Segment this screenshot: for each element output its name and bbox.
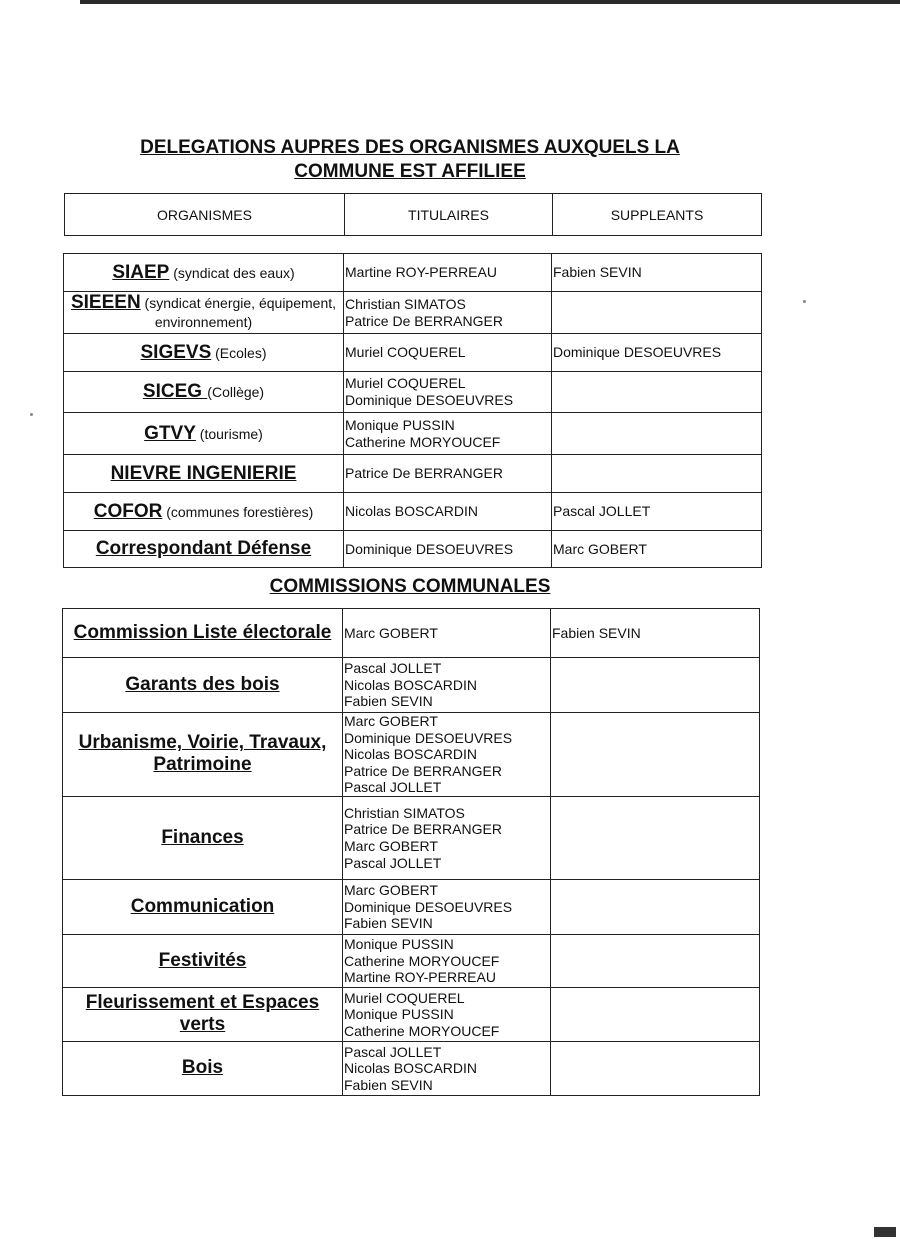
suppleants-cell (551, 713, 760, 797)
person-name: Pascal JOLLET (344, 1043, 442, 1060)
commission-cell (63, 713, 343, 797)
titulaires-cell (343, 934, 551, 987)
commission-cell (63, 658, 343, 713)
commission-name: Festivités (158, 949, 247, 971)
commission-row (63, 987, 760, 1041)
commission-name: Bois (181, 1057, 224, 1079)
person-name: Christian SIMATOS (345, 295, 466, 312)
person-name: Pascal JOLLET (344, 779, 442, 796)
suppleants-cell (551, 609, 760, 658)
scan-corner-mark (874, 1227, 896, 1237)
person-name: Fabien SEVIN (344, 693, 433, 710)
column-header-suppleants: SUPPLEANTS (553, 194, 762, 236)
commission-row (63, 658, 760, 713)
suppleants-cell (552, 413, 762, 455)
commission-name: Garants des bois (125, 674, 280, 695)
commission-name: Communication (130, 895, 275, 917)
person-name: Nicolas BOSCARDIN (344, 676, 478, 693)
commission-name: Fleurissement et Espaces verts (85, 992, 320, 1036)
person-name: Fabien SEVIN (552, 624, 641, 641)
column-header-titulaires: TITULAIRES (345, 194, 553, 236)
person-name: Nicolas BOSCARDIN (344, 1060, 478, 1077)
commission-cell (63, 796, 343, 879)
organisme-cell (64, 372, 344, 413)
organisme-cell (64, 455, 344, 493)
commission-row (63, 934, 760, 987)
person-name: Martine ROY-PERREAU (345, 264, 497, 281)
person-name: Dominique DESOEUVRES (344, 898, 513, 915)
suppleants-cell (551, 934, 760, 987)
person-name: Nicolas BOSCARDIN (344, 746, 478, 763)
commission-row (63, 609, 760, 658)
scan-speck (30, 413, 33, 416)
organisme-description: (communes forestières) (162, 503, 314, 520)
titulaires-cell (343, 879, 551, 934)
scan-top-edge (80, 0, 900, 4)
person-name: Dominique DESOEUVRES (345, 392, 514, 408)
commission-cell (63, 879, 343, 934)
titulaires-cell (344, 455, 552, 493)
organisme-name: COFOR (93, 500, 163, 522)
suppleants-cell (552, 455, 762, 493)
commission-cell (63, 987, 343, 1041)
person-name: Pascal JOLLET (553, 503, 651, 520)
suppleants-cell (551, 987, 760, 1041)
commission-cell (63, 1041, 343, 1095)
titulaires-cell (344, 413, 552, 455)
organisme-name: NIEVRE INGENIERIE (110, 462, 297, 484)
titulaires-cell (344, 493, 552, 531)
suppleants-cell (552, 531, 762, 568)
person-name: Patrice De BERRANGER (344, 762, 502, 779)
organisme-cell (64, 493, 344, 531)
titulaires-cell (344, 531, 552, 568)
person-name: Patrice De BERRANGER (345, 312, 503, 329)
page-title-line-1: DELEGATIONS AUPRES DES ORGANISMES AUXQUELS LA (140, 137, 680, 158)
organisme-row (64, 493, 762, 531)
organisme-name: GTVY (144, 422, 196, 444)
commission-name: Commission Liste électorale (73, 622, 332, 643)
person-name: Fabien SEVIN (344, 915, 433, 932)
suppleants-cell (551, 796, 760, 879)
organisme-cell (64, 334, 344, 372)
person-name: Fabien SEVIN (553, 264, 642, 281)
person-name: Pascal JOLLET (344, 660, 442, 677)
organismes-table (63, 253, 762, 568)
person-name: Dominique DESOEUVRES (553, 344, 722, 361)
organisme-row (64, 254, 762, 292)
column-header-organismes: ORGANISMES (65, 194, 345, 236)
organisme-cell (64, 531, 344, 568)
person-name: Nicolas BOSCARDIN (345, 503, 479, 520)
commission-cell (63, 609, 343, 658)
person-name: Pascal JOLLET (344, 854, 442, 871)
person-name: Catherine MORYOUCEF (344, 952, 500, 969)
person-name: Marc GOBERT (344, 882, 438, 899)
titulaires-cell (343, 713, 551, 797)
titulaires-cell (344, 334, 552, 372)
titulaires-cell (343, 658, 551, 713)
person-name: Catherine MORYOUCEF (344, 1022, 500, 1039)
person-name: Fabien SEVIN (344, 1076, 433, 1093)
organisme-row (64, 413, 762, 455)
organisme-row (64, 372, 762, 413)
titulaires-cell (344, 254, 552, 292)
commission-row (63, 796, 760, 879)
suppleants-cell (551, 1041, 760, 1095)
organisme-name: Correspondant Défense (95, 538, 312, 559)
organisme-row (64, 292, 762, 334)
organisme-name: SIGEVS (140, 341, 212, 363)
column-header-table (64, 193, 762, 236)
suppleants-cell (551, 879, 760, 934)
commission-name: Urbanisme, Voirie, Travaux, Patrimoine (78, 732, 327, 776)
organisme-cell (64, 292, 344, 334)
suppleants-cell (552, 372, 762, 413)
person-name: Monique PUSSIN (344, 1006, 454, 1023)
commissions-table (62, 608, 760, 1096)
titulaires-cell (343, 796, 551, 879)
organisme-cell (64, 254, 344, 292)
suppleants-cell (551, 658, 760, 713)
person-name: Patrice De BERRANGER (345, 465, 503, 482)
commission-row (63, 713, 760, 797)
person-name: Muriel COQUEREL (345, 344, 466, 361)
person-name: Dominique DESOEUVRES (345, 540, 514, 557)
person-name: Marc GOBERT (344, 624, 438, 641)
titulaires-cell (343, 1041, 551, 1095)
person-name: Marc GOBERT (344, 837, 438, 854)
organisme-name: SICEG (142, 381, 208, 402)
person-name: Patrice De BERRANGER (344, 821, 502, 838)
suppleants-cell (552, 254, 762, 292)
titulaires-cell (344, 292, 552, 334)
commission-row (63, 1041, 760, 1095)
person-name: Muriel COQUEREL (345, 375, 466, 392)
scan-speck (803, 300, 806, 303)
organisme-name: SIAEP (112, 261, 170, 283)
organisme-cell (64, 413, 344, 455)
organisme-row (64, 334, 762, 372)
commission-cell (63, 934, 343, 987)
commissions-title: COMMISSIONS COMMUNALES (269, 576, 551, 597)
suppleants-cell (552, 334, 762, 372)
organisme-description: (Ecoles) (211, 344, 267, 361)
organisme-row (64, 455, 762, 493)
person-name: Muriel COQUEREL (344, 989, 465, 1006)
organisme-description: (tourisme) (195, 425, 263, 442)
titulaires-cell (344, 372, 552, 413)
person-name: Catherine MORYOUCEF (345, 433, 501, 450)
suppleants-cell (552, 292, 762, 334)
suppleants-cell (552, 493, 762, 531)
person-name: Marc GOBERT (344, 713, 438, 729)
person-name: Christian SIMATOS (344, 804, 465, 821)
titulaires-cell (343, 987, 551, 1041)
person-name: Martine ROY-PERREAU (344, 969, 496, 986)
titulaires-cell (343, 609, 551, 658)
page-title-line-2: COMMUNE EST AFFILIEE (294, 161, 526, 182)
organisme-description: (syndicat des eaux) (169, 264, 295, 281)
person-name: Monique PUSSIN (344, 936, 454, 953)
person-name: Dominique DESOEUVRES (344, 729, 513, 746)
person-name: Monique PUSSIN (345, 416, 455, 433)
organisme-description: (Collège) (207, 384, 265, 400)
organisme-row (64, 531, 762, 568)
organisme-name: SIEEEN (70, 291, 141, 313)
commission-row (63, 879, 760, 934)
commission-name: Finances (161, 826, 244, 848)
person-name: Marc GOBERT (553, 540, 647, 557)
organisme-description: (syndicat énergie, équipement, environnement) (140, 294, 337, 330)
